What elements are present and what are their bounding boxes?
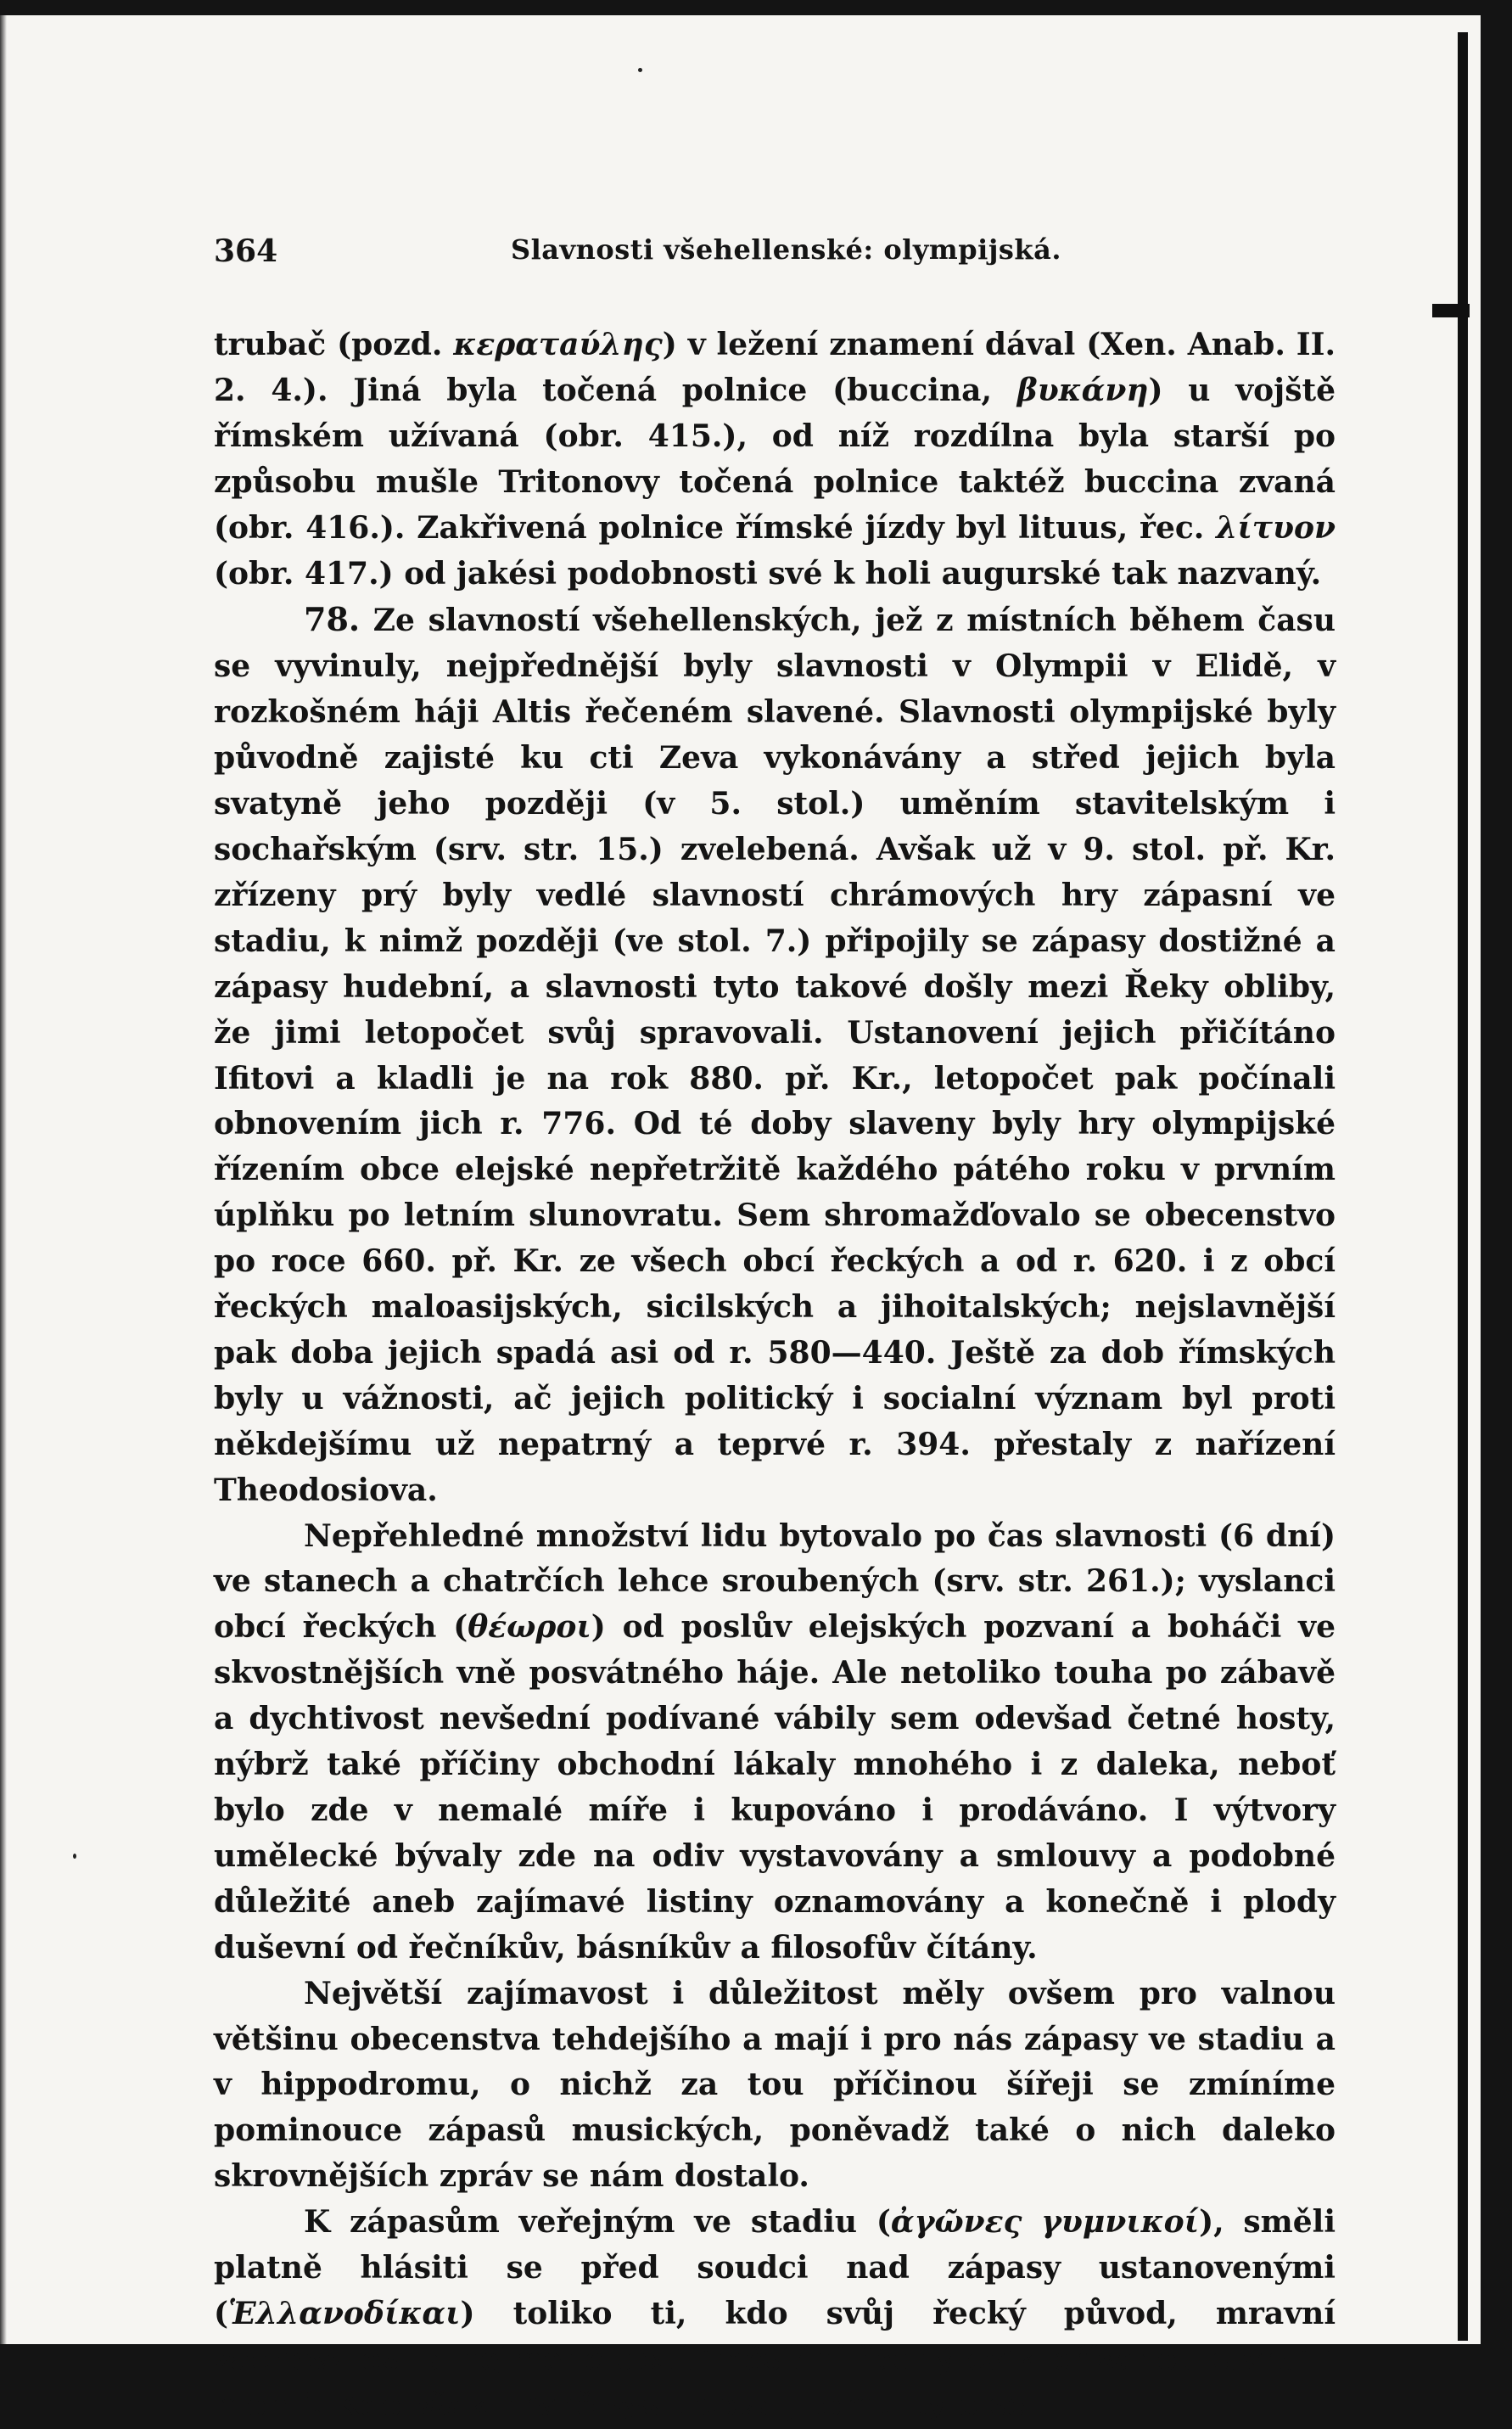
text-span: ) u vojště římském užívaná (obr. 415.), od níž rozdílna byla starší po způsobu mušle Tritonovy točená polnice taktéž buccina zvaná (obr. 416.). Zakřivená polnice římské jízdy byl lituus, řec. bbox=[214, 372, 1336, 546]
text-span: ) toliko ti, kdo svůj řecký původ, mravní zachovalost a nejméně desítiměsíční řádný cvik přísahou stvrditi mohli. Kdo však prvně vystupoval, tomu bylo se bbox=[214, 2295, 1336, 2423]
greek-term: λίτυον bbox=[1216, 509, 1336, 546]
greek-term: ἀγῶνες γυμνικοί bbox=[890, 2204, 1200, 2241]
greek-term: βυκάνη bbox=[1016, 372, 1149, 408]
text-span: ) od poslův elejských pozvaní a boháči ve skvostnějších vně posvátného háje. Ale netoliko touha po zábavě a dychtivost nevšední podívané vábily sem odevšad četné hosty, nýbrž také příčiny obchodní lákaly mnohého i z daleka, neboť bylo zde v nemalé míře i kupováno i prodáváno. I výtvory umělecké bývaly zde na odiv vystavovány a smlouvy a podobné důležité aneb zajímavé listiny oznamovány a konečně i plody duševní od řečníkův, básníkův a filosofův čítány. bbox=[214, 1609, 1336, 1966]
page-edge-notch bbox=[1432, 304, 1470, 317]
text-span: Ze slavností všehellenských, jež z místních během času se vyvinuly, nejpřednější byly slavnosti v Olympii v Elidě, v rozkošném háji Altis řečeném slavené. Slavnosti olympijské byly původně zajisté ku cti Zeva vykonávány a střed jejich byla svatyně jeho později (v 5. stol.) uměním stavitelským i sochařským (srv. str. 15.) zvelebená. Avšak už v 9. stol. př. Kr. zřízeny prý byly vedlé slavností chrámových hry zápasní ve stadiu, k nimž později (ve stol. 7.) připojily se zápasy dostižné a zápasy hudební, a slavnosti tyto takové došly mezi Řeky obliby, že jimi letopočet svůj spravovali. Ustanovení jejich přičítáno Ifitovi a kladli je na rok 880. př. Kr., letopočet pak počínali obnovením jich r. 776. Od té doby slaveny byly hry olympijské řízením obce elejské nepřetržitě každého pátého roku v prvním úplňku po letním slunovratu. Sem shromažďovalo se obecenstvo po roce 660. př. Kr. ze všech obcí řeckých a od r. 620. i z obcí řeckých maloasijských, sicilských a jihoitalských; nejslavnější pak doba jejich spadá asi od r. 580—440. Ještě za dob římských byly u vážnosti, ač jejich politický i socialní význam byl proti někdejšímu už nepatrný a teprvé r. 394. přestaly z nařízení Theodosiova. bbox=[214, 603, 1336, 1508]
greek-term: Ἑλλανοδίκαι bbox=[228, 2295, 461, 2331]
greek-term: κερατaύλης bbox=[453, 327, 663, 362]
page-edge-bar bbox=[1458, 32, 1468, 2341]
paragraph-section-78 bbox=[214, 597, 1336, 1513]
paragraph-continuation bbox=[214, 323, 1336, 597]
text-span: Nepřehledné množství lidu bytovalo po čas slavnosti (6 dní) ve stanech a chatrčích lehce sroubených (srv. str. 261.); vyslanci obcí řeckých ( bbox=[214, 1517, 1336, 1646]
paragraph bbox=[214, 1514, 1336, 1972]
body-text bbox=[214, 323, 1336, 2429]
greek-term: θέωροι bbox=[468, 1609, 591, 1646]
page-header bbox=[214, 223, 1334, 274]
text-span: (obr. 417.) od jakési podobnosti své k holi augurské tak nazvaný. bbox=[214, 555, 1322, 592]
scan-speck bbox=[73, 1854, 76, 1859]
section-number: 78. bbox=[304, 600, 361, 639]
scan-edge-shadow bbox=[0, 15, 7, 2344]
scanned-page bbox=[0, 15, 1481, 2423]
text-span: ) v ležení znamení dával (Xen. Anab. II. 2. 4.). Jiná byla točená polnice (buccina, bbox=[214, 327, 1336, 408]
text-span: Největší zajímavost i důležitost měly ovšem pro valnou většinu obecenstva tehdejšího a mají i pro nás zápasy ve stadiu a v hippodromu, o nichž za tou příčinou šířeji se zmíníme pominouce zápasů musických, poněvadž také o nich daleko skrovnějších zpráv se nám dostalo. bbox=[214, 1975, 1336, 2195]
text-span: ), směli platně hlásiti se před soudci nad zápasy ustanovenými ( bbox=[214, 2204, 1336, 2331]
paragraph bbox=[214, 2200, 1336, 2429]
page-number: 364 bbox=[214, 233, 278, 269]
scan-speck bbox=[638, 68, 642, 72]
text-span: K zápasům veřejným ve stadiu ( bbox=[304, 2204, 891, 2241]
running-title: Slavnosti všehellenské: olympijská. bbox=[511, 233, 1061, 266]
text-span: trubač (pozd. bbox=[214, 327, 454, 362]
paragraph bbox=[214, 1972, 1336, 2201]
